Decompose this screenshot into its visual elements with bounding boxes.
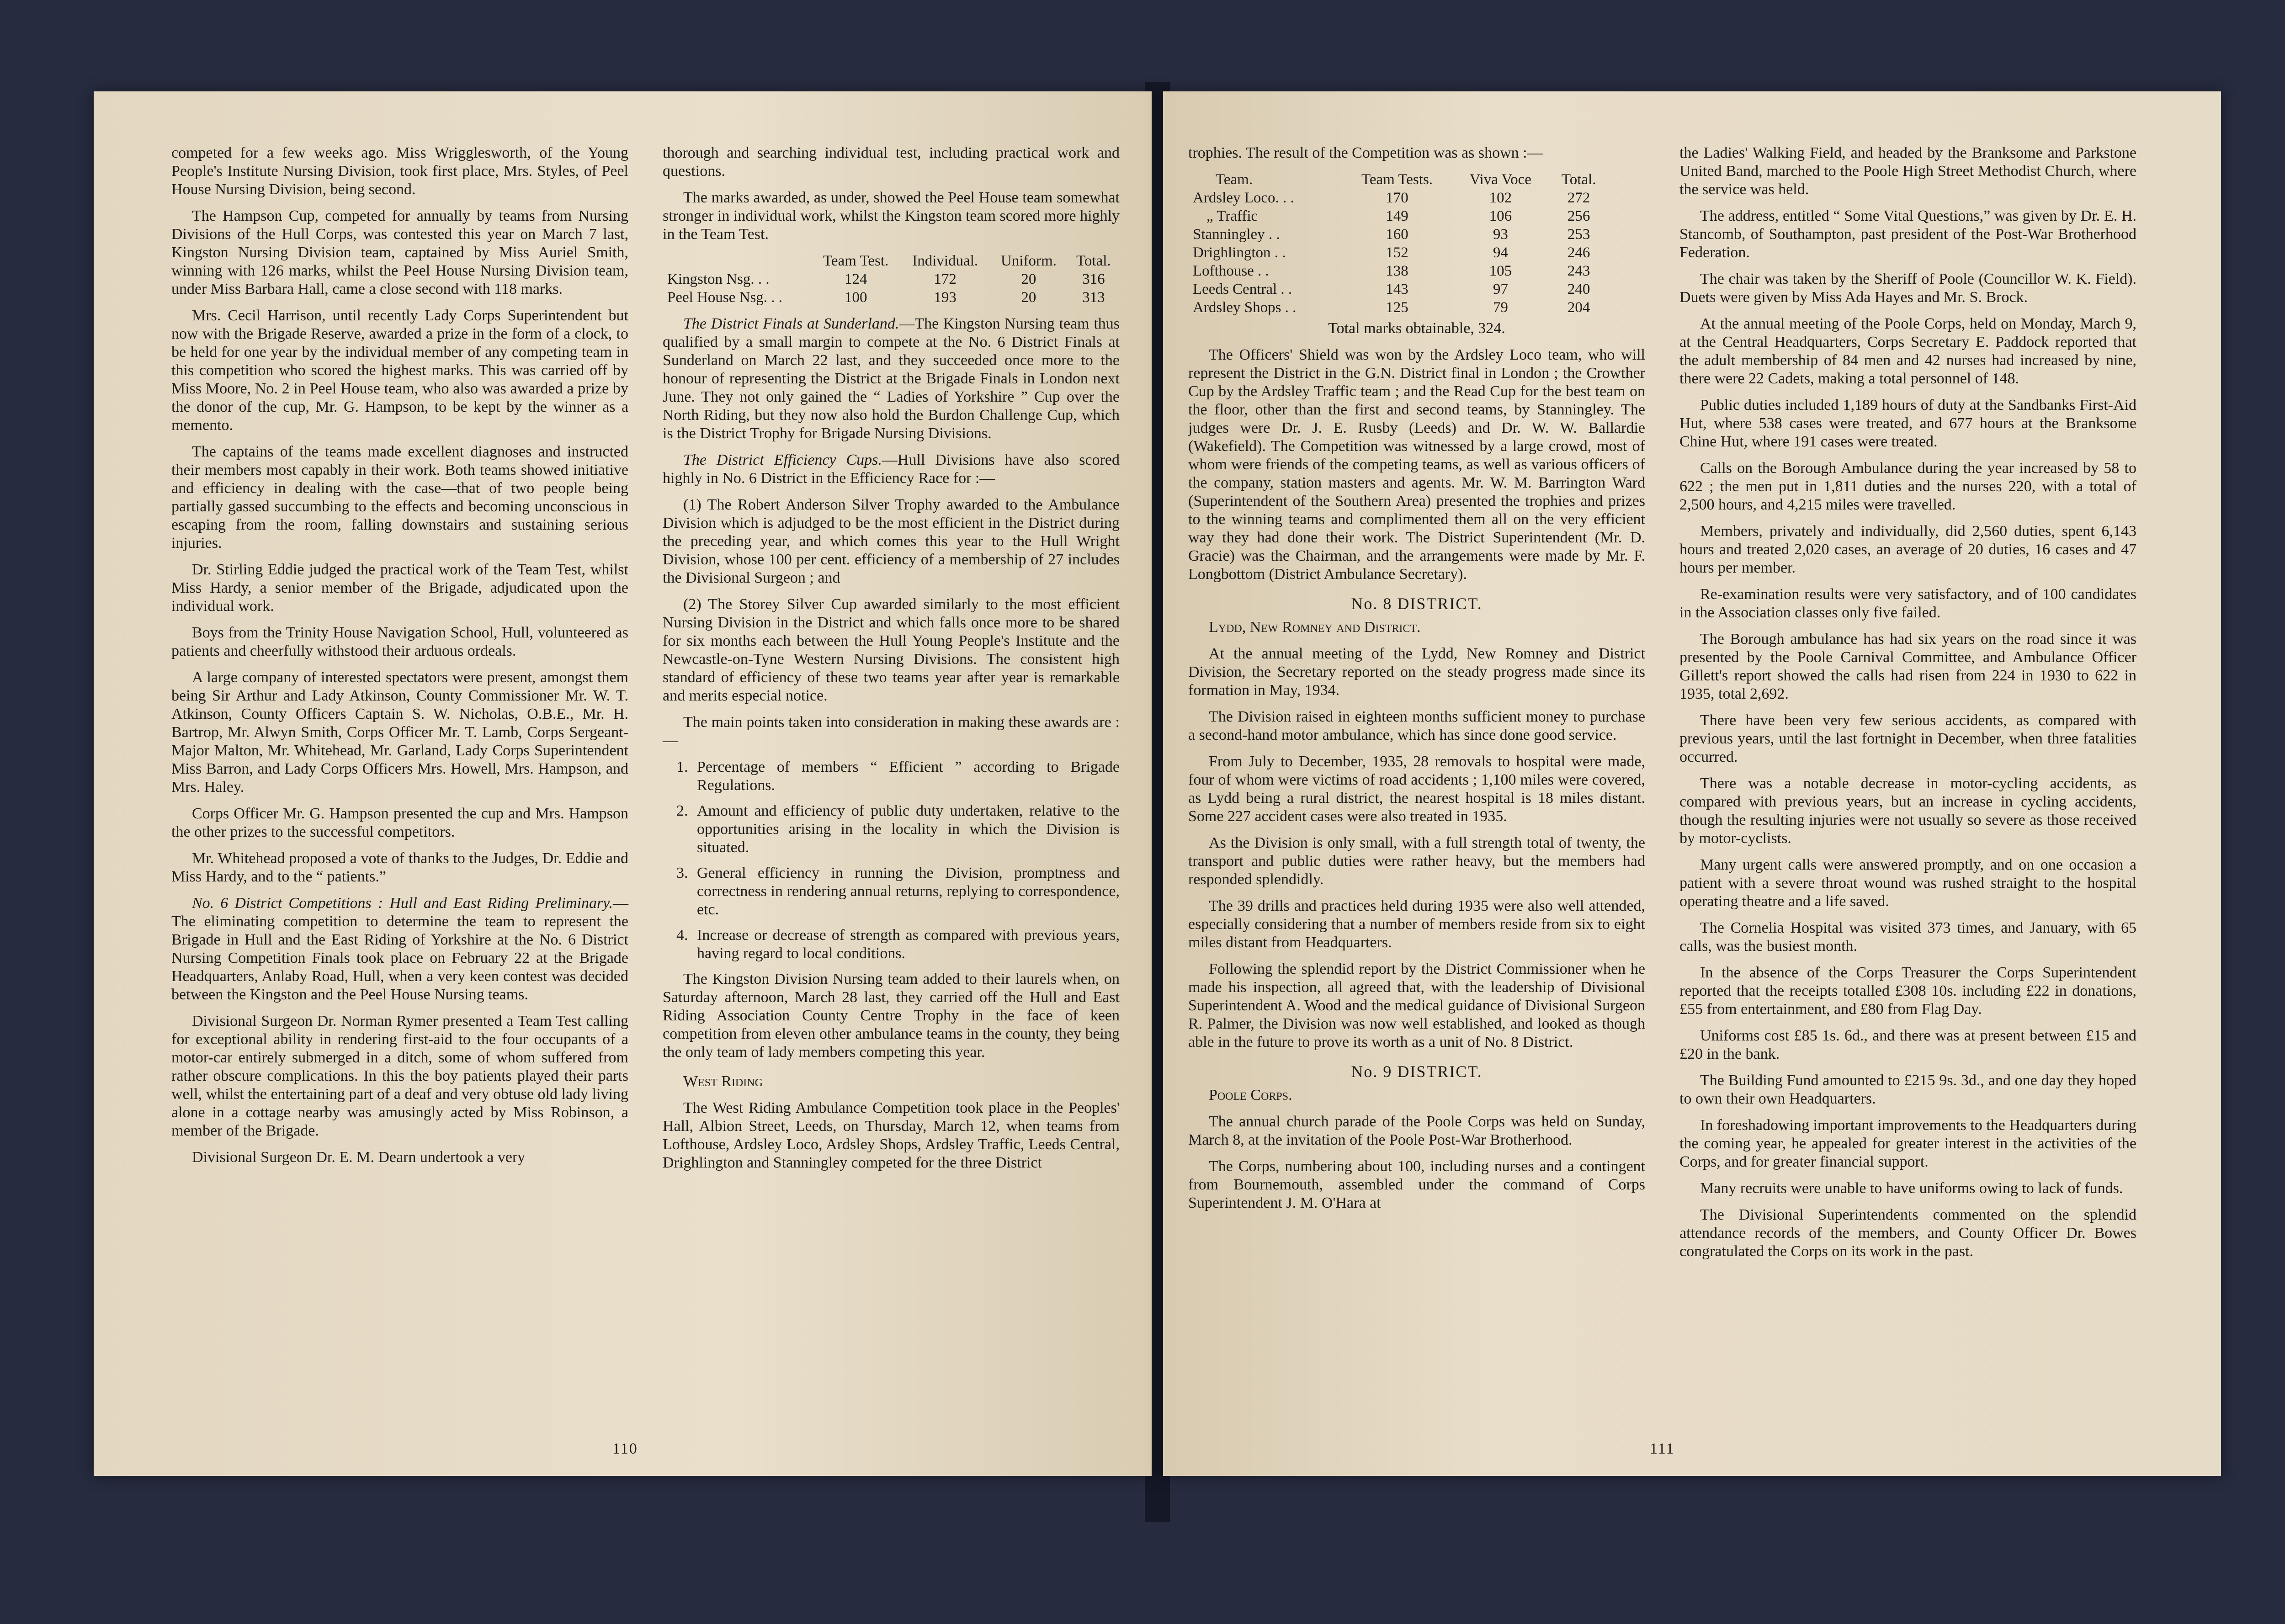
table-row [1188, 207, 1609, 225]
paragraph: As the Division is only small, with a full strength total of twenty, the transport and public duties were rather heavy, but the members had responded splendidly. [1188, 834, 1645, 888]
table-cell: 106 [1489, 208, 1512, 224]
list-text: Percentage of members “ Efficient ” according to Brigade Regulations. [697, 759, 1120, 794]
list-item [663, 758, 1120, 795]
paragraph: competed for a few weeks ago. Miss Wrigglesworth, of the Young People's Institute Nursing Division, took first place, Mrs. Styles, of Peel House Nursing Division, being second. [171, 144, 628, 198]
paragraph: The Cornelia Hospital was visited 373 times, and January, with 65 calls, was the busiest month. [1679, 919, 2136, 955]
table-cell: 170 [1386, 190, 1408, 206]
paragraph: The 39 drills and practices held during 1935 were also well attended, especially considering that a number of members reside from six to eight miles distant from Headquarters. [1188, 897, 1645, 951]
table-row [1188, 244, 1609, 262]
table-cell: 79 [1493, 299, 1508, 316]
table-cell: 138 [1386, 263, 1408, 279]
table-cell: 313 [1082, 289, 1105, 306]
table-cell: 272 [1567, 190, 1590, 206]
table-cell: 253 [1567, 226, 1590, 243]
italic-heading: No. 6 District Competitions : Hull and East Riding Preliminary. [192, 895, 613, 912]
table-row [1188, 262, 1609, 280]
subheading: Lydd, New Romney and District. [1209, 619, 1421, 636]
table-cell: 94 [1493, 244, 1508, 261]
paragraph: The Hampson Cup, competed for annually by teams from Nursing Divisions of the Hull Corps, was contested this year on March 7 last, Kingston Nursing Division team, captained by Miss Auriel Smith, winning with 126 marks, whilst the Peel House Nursing Division team, under Miss Barbara Hall, came a close second with 118 marks. [171, 207, 628, 297]
paragraph: The address, entitled “ Some Vital Questions,” was given by Dr. E. H. Stancomb, of Southampton, past president of the Post-War Brotherhood Federation. [1679, 207, 2136, 261]
paragraph: (1) The Robert Anderson Silver Trophy awarded to the Ambulance Division which is adjudged to be the most efficient in the District during the preceding year, and which comes this year to the Hull Wright Division, whose 100 per cent. efficiency of a membership of 27 includes the Divisional Surgeon ; and [663, 496, 1120, 586]
paragraph: In foreshadowing important improvements to the Headquarters during the coming year, he appealed for greater interest in the activities of the Corps, and for greater financial support. [1679, 1117, 2136, 1170]
paragraph: The Borough ambulance has had six years on the road since it was presented by the Poole Carnival Committee, and Ambulance Officer Gillett's report showed the calls had risen from 224 in 1930 to 622 in 1935, total 2,692. [1679, 631, 2136, 702]
paragraph: (2) The Storey Silver Cup awarded similarly to the most efficient Nursing Division in the District and which falls once more to be shared for six months each between the Hull Young People's Institute and the Newcastle-on-Tyne Western Nursing Divisions. The consistent high standard of efficiency of these two teams year after year is remarkable and merits especial notice. [663, 596, 1120, 704]
table-header: Total. [1076, 253, 1111, 269]
table-cell: 125 [1386, 299, 1408, 316]
list-number: 1. [676, 759, 688, 775]
table-cell: 193 [934, 289, 957, 306]
paragraph [663, 451, 1120, 488]
results-table [1188, 170, 1609, 317]
table-cell: 256 [1567, 208, 1590, 224]
table-header: Team. [1216, 171, 1253, 188]
paragraph: The Corps, numbering about 100, including nurses and a contingent from Bournemouth, assembled under the command of Corps Superintendent J. M. O'Hara at [1188, 1158, 1645, 1211]
table-header-row [663, 252, 1120, 270]
table-cell: 20 [1021, 271, 1036, 287]
table-cell: Lofthouse . . [1193, 263, 1269, 279]
column-2 [663, 144, 1120, 1180]
paragraph: trophies. The result of the Competition was as shown :— [1188, 144, 1543, 161]
paragraph: Following the splendid report by the District Commissioner when he made his inspection, all agreed that, with the leadership of Divisional Superintendent A. Wood and the medical guidance of Divisional Surgeon R. Palmer, the Division was now well established, and looked as though able in the future to prove its worth as a unit of No. 8 District. [1188, 961, 1645, 1051]
table-header-row [1188, 170, 1609, 189]
paragraph: thorough and searching individual test, including practical work and questions. [663, 144, 1120, 180]
list-text: General efficiency in running the Division, promptness and correctness in rendering annual returns, replying to correspondence, etc. [697, 865, 1120, 918]
paragraph: the Ladies' Walking Field, and headed by the Branksome and Parkstone United Band, marched to the Poole High Street Methodist Church, where the service was held. [1679, 144, 2136, 198]
table-row [663, 270, 1120, 288]
paragraph: The Kingston Division Nursing team added to their laurels when, on Saturday afternoon, March 28 last, they carried off the Hull and East Riding Association County Centre Trophy in the face of keen competition from eleven other ambulance teams in the county, they being the only team of lady members competing this year. [663, 971, 1120, 1061]
subheading: Poole Corps. [1209, 1087, 1292, 1104]
paragraph: The West Riding Ambulance Competition took place in the Peoples' Hall, Albion Street, Leeds, on Thursday, March 12, when teams from Lofthouse, Ardsley Loco, Ardsley Shops, Ardsley Traffic, Leeds Central, Drighlington and Stanningley competed for the three District [663, 1099, 1120, 1171]
table-footer: Total marks obtainable, 324. [1328, 320, 1505, 337]
table-header [663, 252, 811, 270]
criteria-list [663, 758, 1120, 963]
district-heading: No. 9 DISTRICT. [1351, 1062, 1483, 1081]
table-cell: 152 [1386, 244, 1408, 261]
paragraph-text: —The Kingston Nursing team thus qualified by a small margin to compete at the No. 6 District Finals at Sunderland on March 22 last, and they succeeded once more to the honour of representing the District at the Brigade Finals in London next June. They not only gained the “ Ladies of Yorkshire ” Cup over the North Riding, but they now also hold the Burdon Challenge Cup, which is the District Trophy for Brigade Nursing Divisions. [663, 315, 1120, 442]
column-1 [171, 144, 628, 1175]
table-cell: 172 [934, 271, 957, 287]
paragraph: From July to December, 1935, 28 removals to hospital were made, four of whom were victims of road accidents ; 1,100 miles were covered, as Lydd being a rural district, the nearest hospital is 18 miles distant. Some 227 accident cases were also treated in 1935. [1188, 753, 1645, 825]
paragraph: The marks awarded, as under, showed the Peel House team somewhat stronger in individual work, whilst the Kingston team scored more highly in the Team Test. [663, 189, 1120, 243]
list-number: 2. [676, 802, 688, 819]
table-cell: Peel House Nsg. . . [667, 289, 783, 306]
table-cell: 93 [1493, 226, 1508, 243]
list-number: 3. [676, 865, 688, 881]
table-cell: 20 [1021, 289, 1036, 306]
paragraph: Re-examination results were very satisfactory, and of 100 candidates in the Association classes only five failed. [1679, 586, 2136, 621]
paragraph: Mr. Whitehead proposed a vote of thanks to the Judges, Dr. Eddie and Miss Hardy, and to the “ patients.” [171, 850, 628, 885]
list-number: 4. [676, 927, 688, 944]
column-4 [1679, 144, 2136, 1269]
paragraph: The annual church parade of the Poole Corps was held on Sunday, March 8, at the invitation of the Poole Post-War Brotherhood. [1188, 1113, 1645, 1148]
table-header: Viva Voce [1469, 171, 1531, 188]
table-cell: 105 [1489, 263, 1512, 279]
table-cell: 160 [1386, 226, 1408, 243]
paragraph: The Division raised in eighteen months sufficient money to purchase a second-hand motor ambulance, which has since done good service. [1188, 708, 1645, 743]
paragraph: In the absence of the Corps Treasurer the Corps Superintendent reported that the receipts totalled £308 10s. including £22 in donations, £55 from entertainment, and £80 from Flag Day. [1679, 964, 2136, 1018]
paragraph: Calls on the Borough Ambulance during the year increased by 58 to 622 ; the men put in 1,811 duties and the nurses 220, with a total of 2,500 hours, and 4,215 miles were travelled. [1679, 460, 2136, 513]
table-cell: 143 [1386, 281, 1408, 297]
paragraph: Corps Officer Mr. G. Hampson presented the cup and Mrs. Hampson the other prizes to the successful competitors. [171, 805, 628, 840]
paragraph: The Officers' Shield was won by the Ardsley Loco team, who will represent the District in the G.N. District final in London ; the Crowther Cup by the Ardsley Traffic team ; and the Read Cup for the best team on the floor, other than the first and second teams, by Stanningley. The judges were Dr. J. E. Rusby (Leeds) and Dr. W. W. Ballardie (Wakefield). The Competition was witnessed by a large crowd, most of whom were friends of the competing teams, as well as various officers of the company, station masters and agents. Mr. W. M. Barrington Ward (Superintendent of the Southern Area) presented the trophies and prizes to the winning teams and complimented them all on the very efficient way they had done their work. The District Superintendent (Mr. D. Gracie) was the Chairman, and the arrangements were made by Mr. F. Longbottom (District Ambulance Secretary). [1188, 346, 1645, 583]
table-header: Team Tests. [1361, 171, 1433, 188]
table-cell: Leeds Central . . [1193, 281, 1292, 297]
paragraph: The Building Fund amounted to £215 9s. 3d., and one day they hoped to own their own Headquarters. [1679, 1072, 2136, 1107]
paragraph [171, 894, 628, 1004]
table-cell: 246 [1567, 244, 1590, 261]
paragraph: Many urgent calls were answered promptly, and on one occasion a patient with a severe throat wound was rushed straight to the hospital operating theatre and a life saved. [1679, 856, 2136, 910]
paragraph: Divisional Surgeon Dr. Norman Rymer presented a Team Test calling for exceptional ability in rendering first-aid to the four occupants of a motor-car entirely submerged in a ditch, some of whom suffered from rather obscure complications. In this the boy patients played their parts well, whilst the entertaining part of a deaf and very obtuse old lady living alone in a cottage nearby was amusingly acted by Miss Robinson, a member of the Brigade. [171, 1013, 628, 1139]
table-header: Individual. [912, 253, 978, 269]
paragraph: Boys from the Trinity House Navigation School, Hull, volunteered as patients and cheerfully withstood their arduous ordeals. [171, 624, 628, 659]
table-row [1188, 280, 1609, 298]
page-number: 111 [1650, 1440, 1675, 1457]
table-header: Total. [1561, 171, 1596, 188]
list-item [663, 802, 1120, 857]
list-text: Amount and efficiency of public duty undertaken, relative to the opportunities arising in the locality in which the Division is situated. [697, 802, 1120, 856]
paragraph-text: —The eliminating competition to determine the team to represent the Brigade in Hull and the East Riding of Yorkshire at the No. 6 District Nursing Competition Finals took place on February 22 at the Brigade Headquarters, Anlaby Road, Hull, when a very keen contest was decided between the Kingston and the Peel House Nursing teams. [171, 895, 628, 1003]
district-heading: No. 8 DISTRICT. [1351, 594, 1483, 613]
table-cell: Ardsley Loco. . . [1193, 190, 1294, 206]
paragraph: At the annual meeting of the Lydd, New Romney and District Division, the Secretary reported on the steady progress made since its formation in May, 1934. [1188, 645, 1645, 699]
table-cell: 243 [1567, 263, 1590, 279]
section-heading: West Riding [683, 1073, 763, 1090]
table-cell: 316 [1082, 271, 1105, 287]
paragraph: A large company of interested spectators were present, amongst them being Sir Arthur and Lady Atkinson, County Commissioner Mr. W. T. Atkinson, County Officers Captain S. W. Nicholas, O.B.E., Mr. H. Bartrop, Mr. Alwyn Smith, Corps Officer Mr. T. Lamb, Corps Sergeant-Major Malton, Mr. Whitehead, Mr. Garland, Lady Corps Superintendent Miss Barron, and Lady Corps Officers Mrs. Howell, Mrs. Hampson, and Mrs. Haley. [171, 669, 628, 796]
table-cell: Stanningley . . [1193, 226, 1280, 243]
paragraph: The captains of the teams made excellent diagnoses and instructed their members most capably in their work. Both teams showed initiative and efficiency in dealing with the case—that of two people being partially gassed succumbing to the effects and becoming unconscious in escaping from the room, falling downstairs and sustaining serious injuries. [171, 443, 628, 552]
table-cell: 100 [844, 289, 867, 306]
paragraph: The Divisional Superintendents commented on the splendid attendance records of the members, and County Officer Dr. Bowes congratulated the Corps on its work in the past. [1679, 1206, 2136, 1260]
paragraph: The chair was taken by the Sheriff of Poole (Councillor W. K. Field). Duets were given by Miss Ada Hayes and Mr. S. Brock. [1679, 271, 2136, 306]
paragraph-text: —Hull Divisions have also scored highly in No. 6 District in the Efficiency Race for :— [663, 451, 1120, 487]
paragraph: Uniforms cost £85 1s. 6d., and there was at present between £15 and £20 in the bank. [1679, 1027, 2136, 1062]
table-row [1188, 225, 1609, 244]
paragraph: The main points taken into consideration in making these awards are :— [663, 714, 1120, 749]
paragraph: At the annual meeting of the Poole Corps, held on Monday, March 9, at the Central Headquarters, Corps Secretary E. Paddock reported that the adult membership of 84 men and 42 nurses had increased by nine, there were 22 Cadets, making a total personnel of 148. [1679, 315, 2136, 387]
left-page [94, 91, 1152, 1476]
italic-heading: The District Efficiency Cups. [683, 451, 882, 468]
table-header: Team Test. [823, 253, 889, 269]
table-cell: 97 [1493, 281, 1508, 297]
table-cell: 204 [1567, 299, 1590, 316]
page-number: 110 [612, 1440, 638, 1457]
table-row [1188, 298, 1609, 317]
list-item [663, 864, 1120, 919]
paragraph: Divisional Surgeon Dr. E. M. Dearn undertook a very [192, 1149, 526, 1166]
table-cell: 124 [844, 271, 867, 287]
list-text: Increase or decrease of strength as compared with previous years, having regard to local conditions. [697, 927, 1120, 962]
table-header: Uniform. [1000, 253, 1057, 269]
paragraph: Members, privately and individually, did 2,560 duties, spent 6,143 hours and treated 2,020 cases, an average of 20 duties, 16 cases and 47 hours per member. [1679, 523, 2136, 576]
column-3 [1188, 144, 1645, 1221]
table-cell: 240 [1567, 281, 1590, 297]
list-item [663, 926, 1120, 963]
table-cell: „ Traffic [1206, 208, 1258, 224]
paragraph: There have been very few serious accidents, as compared with previous years, until the last fortnight in December, when three fatalities occurred. [1679, 712, 2136, 765]
table-cell: Drighlington . . [1193, 244, 1286, 261]
table-cell: 149 [1386, 208, 1408, 224]
paragraph: Dr. Stirling Eddie judged the practical work of the Team Test, whilst Miss Hardy, a senior member of the Brigade, adjudicated upon the individual work. [171, 561, 628, 615]
paragraph: Many recruits were unable to have uniforms owing to lack of funds. [1700, 1180, 2123, 1197]
paragraph: Mrs. Cecil Harrison, until recently Lady Corps Superintendent but now with the Brigade Reserve, awarded a prize in the form of a clock, to be held for one year by the individual member of any competing team in this competition who scored the highest marks. This was carried off by Miss Moore, No. 2 in Peel House team, who also was awarded a prize by the donor of the cup, Mr. G. Hampson, to be kept by the winner as a memento. [171, 307, 628, 434]
table-row [1188, 189, 1609, 207]
paragraph: Public duties included 1,189 hours of duty at the Sandbanks First-Aid Hut, where 538 cases were treated, and 677 hours at the Branksome Chine Hut, where 191 cases were treated. [1679, 397, 2136, 450]
table-cell: 102 [1489, 190, 1512, 206]
paragraph: There was a notable decrease in motor-cycling accidents, as compared with previous years, but an increase in cycling accidents, though the resulting injuries were not usually so severe as those received by motor-cyclists. [1679, 775, 2136, 847]
right-page [1163, 91, 2221, 1476]
italic-heading: The District Finals at Sunderland. [683, 315, 899, 332]
table-row [663, 288, 1120, 307]
table-cell: Kingston Nsg. . . [667, 271, 770, 287]
table-cell: Ardsley Shops . . [1193, 299, 1297, 316]
paragraph [663, 315, 1120, 443]
marks-table [663, 252, 1120, 307]
